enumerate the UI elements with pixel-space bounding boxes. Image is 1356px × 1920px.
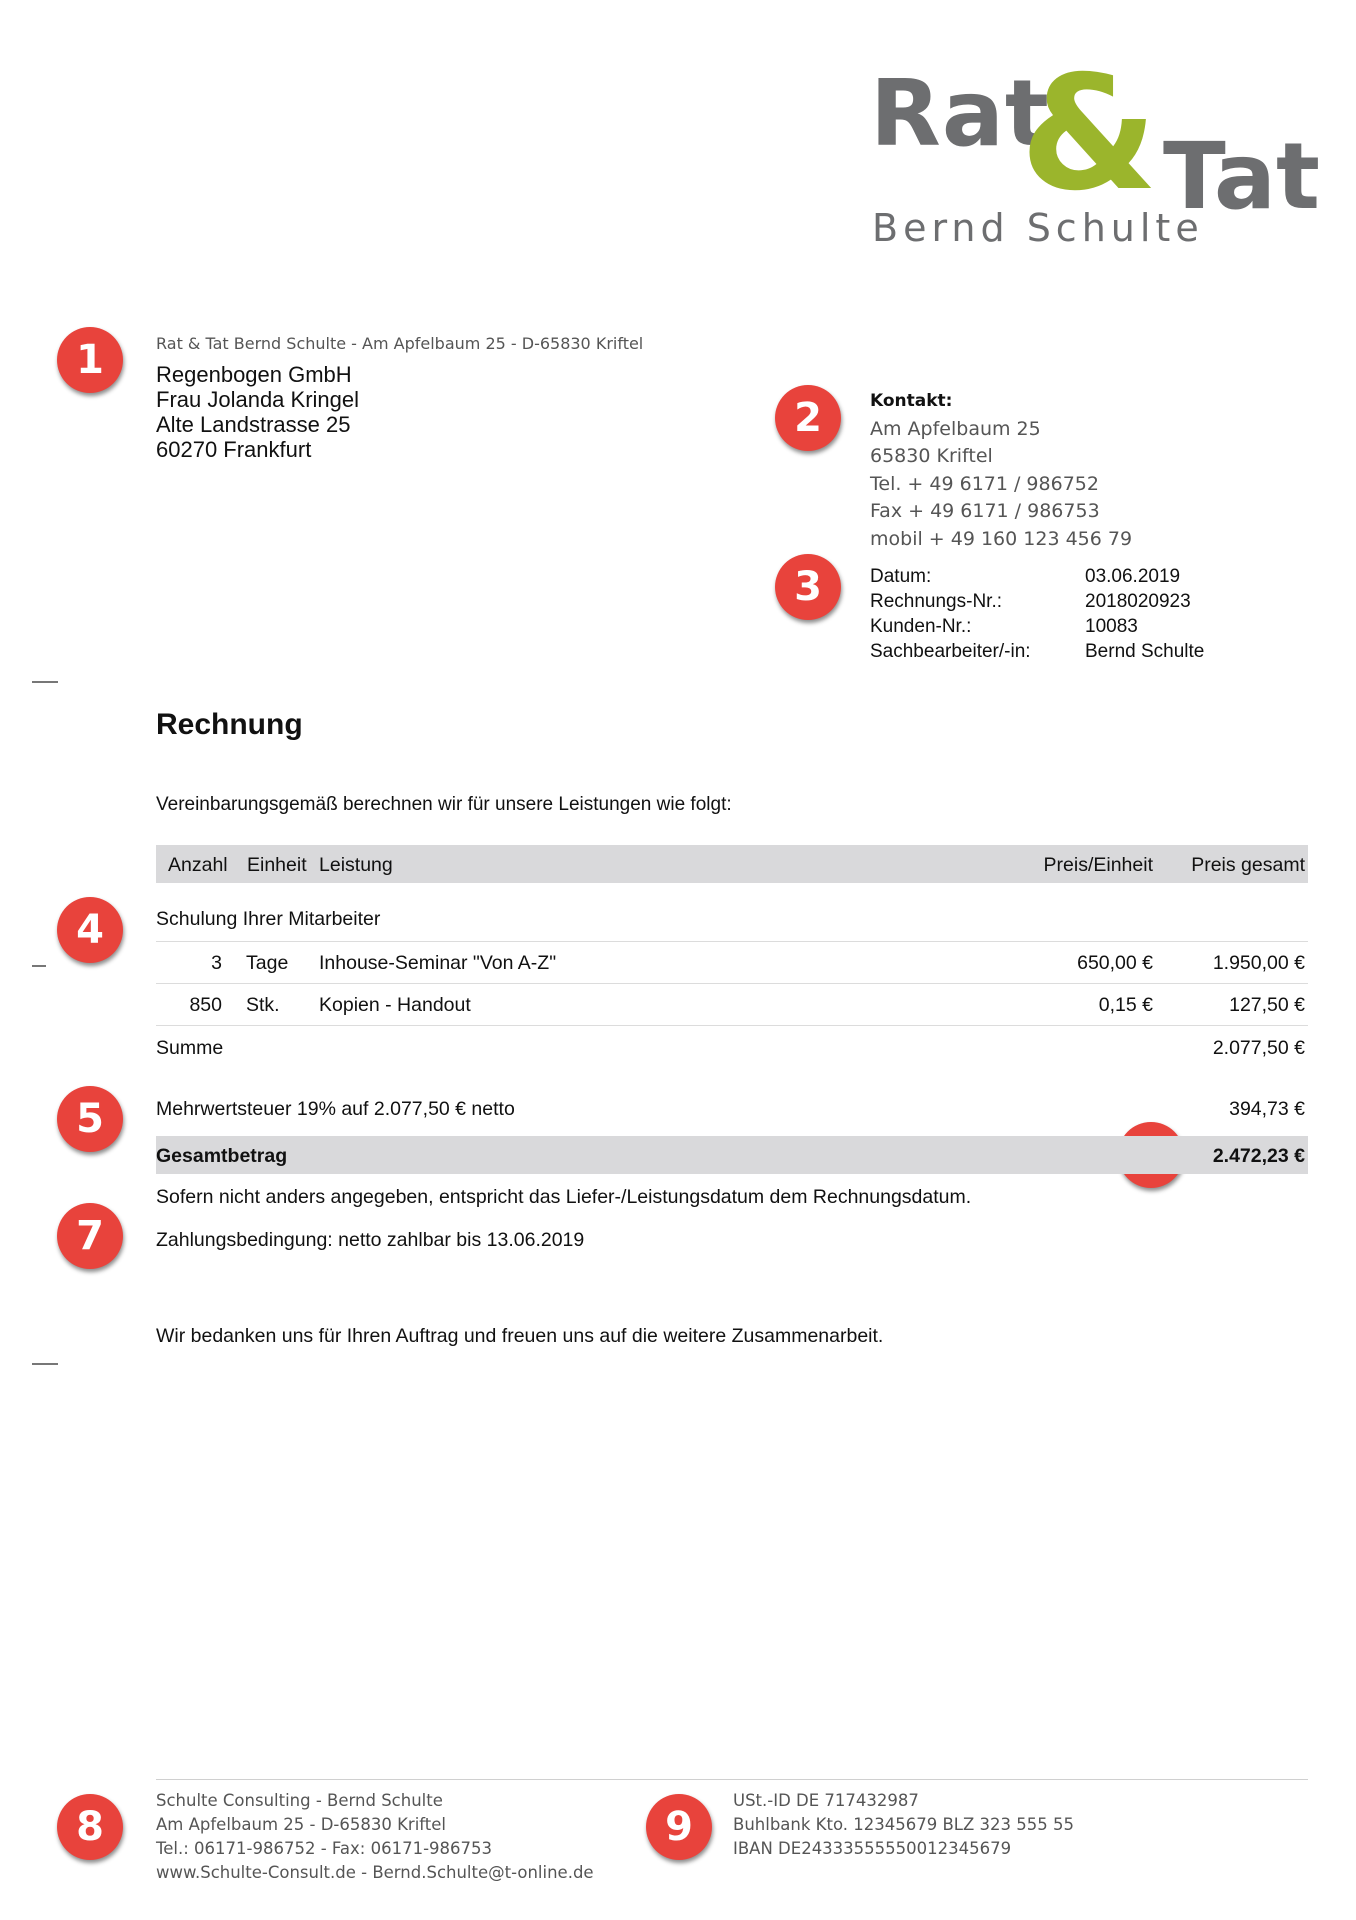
cell-service: Inhouse-Seminar "Von A-Z"	[319, 952, 557, 974]
contact-block	[870, 388, 1132, 553]
header-unit-price: Preis/Einheit	[1043, 854, 1153, 876]
cell-unit: Stk.	[246, 994, 280, 1016]
meta-label: Kunden-Nr.:	[870, 616, 972, 637]
cell-qty: 3	[211, 952, 222, 974]
cell-unit-price: 0,15 €	[1098, 994, 1153, 1016]
footer-vat-id: USt.-ID DE 717432987	[733, 1791, 919, 1810]
company-logo	[870, 42, 1320, 260]
total-row	[156, 1136, 1308, 1174]
contact-mobile: mobil + 49 160 123 456 79	[870, 527, 1133, 550]
marker-5: 5	[57, 1086, 123, 1152]
contact-street: Am Apfelbaum 25	[870, 417, 1041, 440]
recipient-company: Regenbogen GmbH	[156, 362, 352, 387]
recipient-street: Alte Landstrasse 25	[156, 412, 351, 437]
meta-value: 10083	[1085, 616, 1138, 637]
footer-divider	[156, 1779, 1308, 1780]
logo-word-tat: Tat	[1163, 123, 1320, 230]
sum-label: Summe	[156, 1037, 224, 1059]
meta-label: Rechnungs-Nr.:	[870, 591, 1003, 612]
punch-mark	[32, 965, 46, 967]
recipient-city: 60270 Frankfurt	[156, 437, 312, 462]
sender-line: Rat & Tat Bernd Schulte - Am Apfelbaum 25 - D-65830 Kriftel	[156, 334, 644, 353]
meta-value: Bernd Schulte	[1085, 641, 1205, 662]
meta-value: 2018020923	[1085, 591, 1191, 612]
logo-word-rat: Rat	[870, 60, 1050, 167]
fold-mark-bottom	[32, 1363, 58, 1365]
footer-web-email: www.Schulte-Consult.de - Bernd.Schulte@t-online.de	[156, 1863, 594, 1882]
intro-text: Vereinbarungsgemäß berechnen wir für unsere Leistungen wie folgt:	[156, 794, 732, 815]
meta-label: Sachbearbeiter/-in:	[870, 641, 1031, 662]
footer-bank: Buhlbank Kto. 12345679 BLZ 323 555 55	[733, 1815, 1075, 1834]
logo-ampersand: &	[1020, 42, 1158, 226]
marker-1: 1	[57, 327, 123, 393]
marker-7: 7	[57, 1203, 123, 1269]
contact-fax: Fax + 49 6171 / 986753	[870, 500, 1100, 522]
marker-4: 4	[57, 897, 123, 963]
contact-phone: Tel. + 49 6171 / 986752	[870, 472, 1099, 495]
marker-8: 8	[57, 1794, 123, 1860]
meta-value: 03.06.2019	[1085, 566, 1181, 587]
payment-terms: Zahlungsbedingung: netto zahlbar bis 13.06.2019	[156, 1229, 585, 1251]
marker-9: 9	[646, 1794, 712, 1860]
sum-row	[156, 1025, 1308, 1069]
thanks-note: Wir bedanken uns für Ihren Auftrag und freuen uns auf die weitere Zusammenarbeit.	[156, 1325, 884, 1347]
fold-mark-top	[32, 681, 58, 683]
vat-value: 394,73 €	[1229, 1098, 1305, 1120]
footer-phone-fax: Tel.: 06171-986752 - Fax: 06171-986753	[156, 1839, 493, 1858]
total-value: 2.472,23 €	[1212, 1145, 1305, 1167]
cell-unit: Tage	[246, 952, 289, 974]
recipient-person: Frau Jolanda Kringel	[156, 387, 360, 412]
section-label: Schulung Ihrer Mitarbeiter	[156, 908, 381, 930]
vat-label: Mehrwertsteuer 19% auf 2.077,50 € netto	[156, 1098, 515, 1120]
table-header	[156, 845, 1308, 883]
header-unit: Einheit	[247, 854, 307, 876]
footer-company: Schulte Consulting - Bernd Schulte	[156, 1791, 443, 1810]
header-qty: Anzahl	[168, 854, 228, 876]
cell-qty: 850	[189, 994, 222, 1016]
contact-city: 65830 Kriftel	[870, 445, 993, 467]
recipient-address	[156, 362, 359, 462]
table-row	[156, 941, 1308, 983]
document-title: Rechnung	[156, 708, 303, 741]
cell-service: Kopien - Handout	[319, 994, 471, 1016]
cell-total: 1.950,00 €	[1212, 952, 1305, 974]
footer-iban: IBAN DE24333555550012345679	[733, 1839, 1012, 1858]
total-label: Gesamtbetrag	[156, 1145, 288, 1167]
sum-value: 2.077,50 €	[1212, 1037, 1305, 1059]
table-row	[156, 983, 1308, 1025]
cell-total: 127,50 €	[1229, 994, 1305, 1016]
footer-left	[156, 1789, 594, 1885]
header-service: Leistung	[319, 854, 393, 876]
cell-unit-price: 650,00 €	[1077, 952, 1153, 974]
header-total: Preis gesamt	[1191, 854, 1305, 876]
footer-address: Am Apfelbaum 25 - D-65830 Kriftel	[156, 1815, 447, 1834]
meta-label: Datum:	[870, 566, 932, 587]
footer-right	[733, 1789, 1074, 1861]
delivery-note: Sofern nicht anders angegeben, entspricht das Liefer-/Leistungsdatum dem Rechnungsdatum.	[156, 1186, 972, 1208]
vat-row	[156, 1098, 1308, 1128]
marker-3: 3	[775, 554, 841, 620]
marker-2: 2	[775, 385, 841, 451]
contact-heading: Kontakt:	[870, 391, 953, 411]
logo-subtitle: Bernd Schulte	[872, 206, 1204, 250]
